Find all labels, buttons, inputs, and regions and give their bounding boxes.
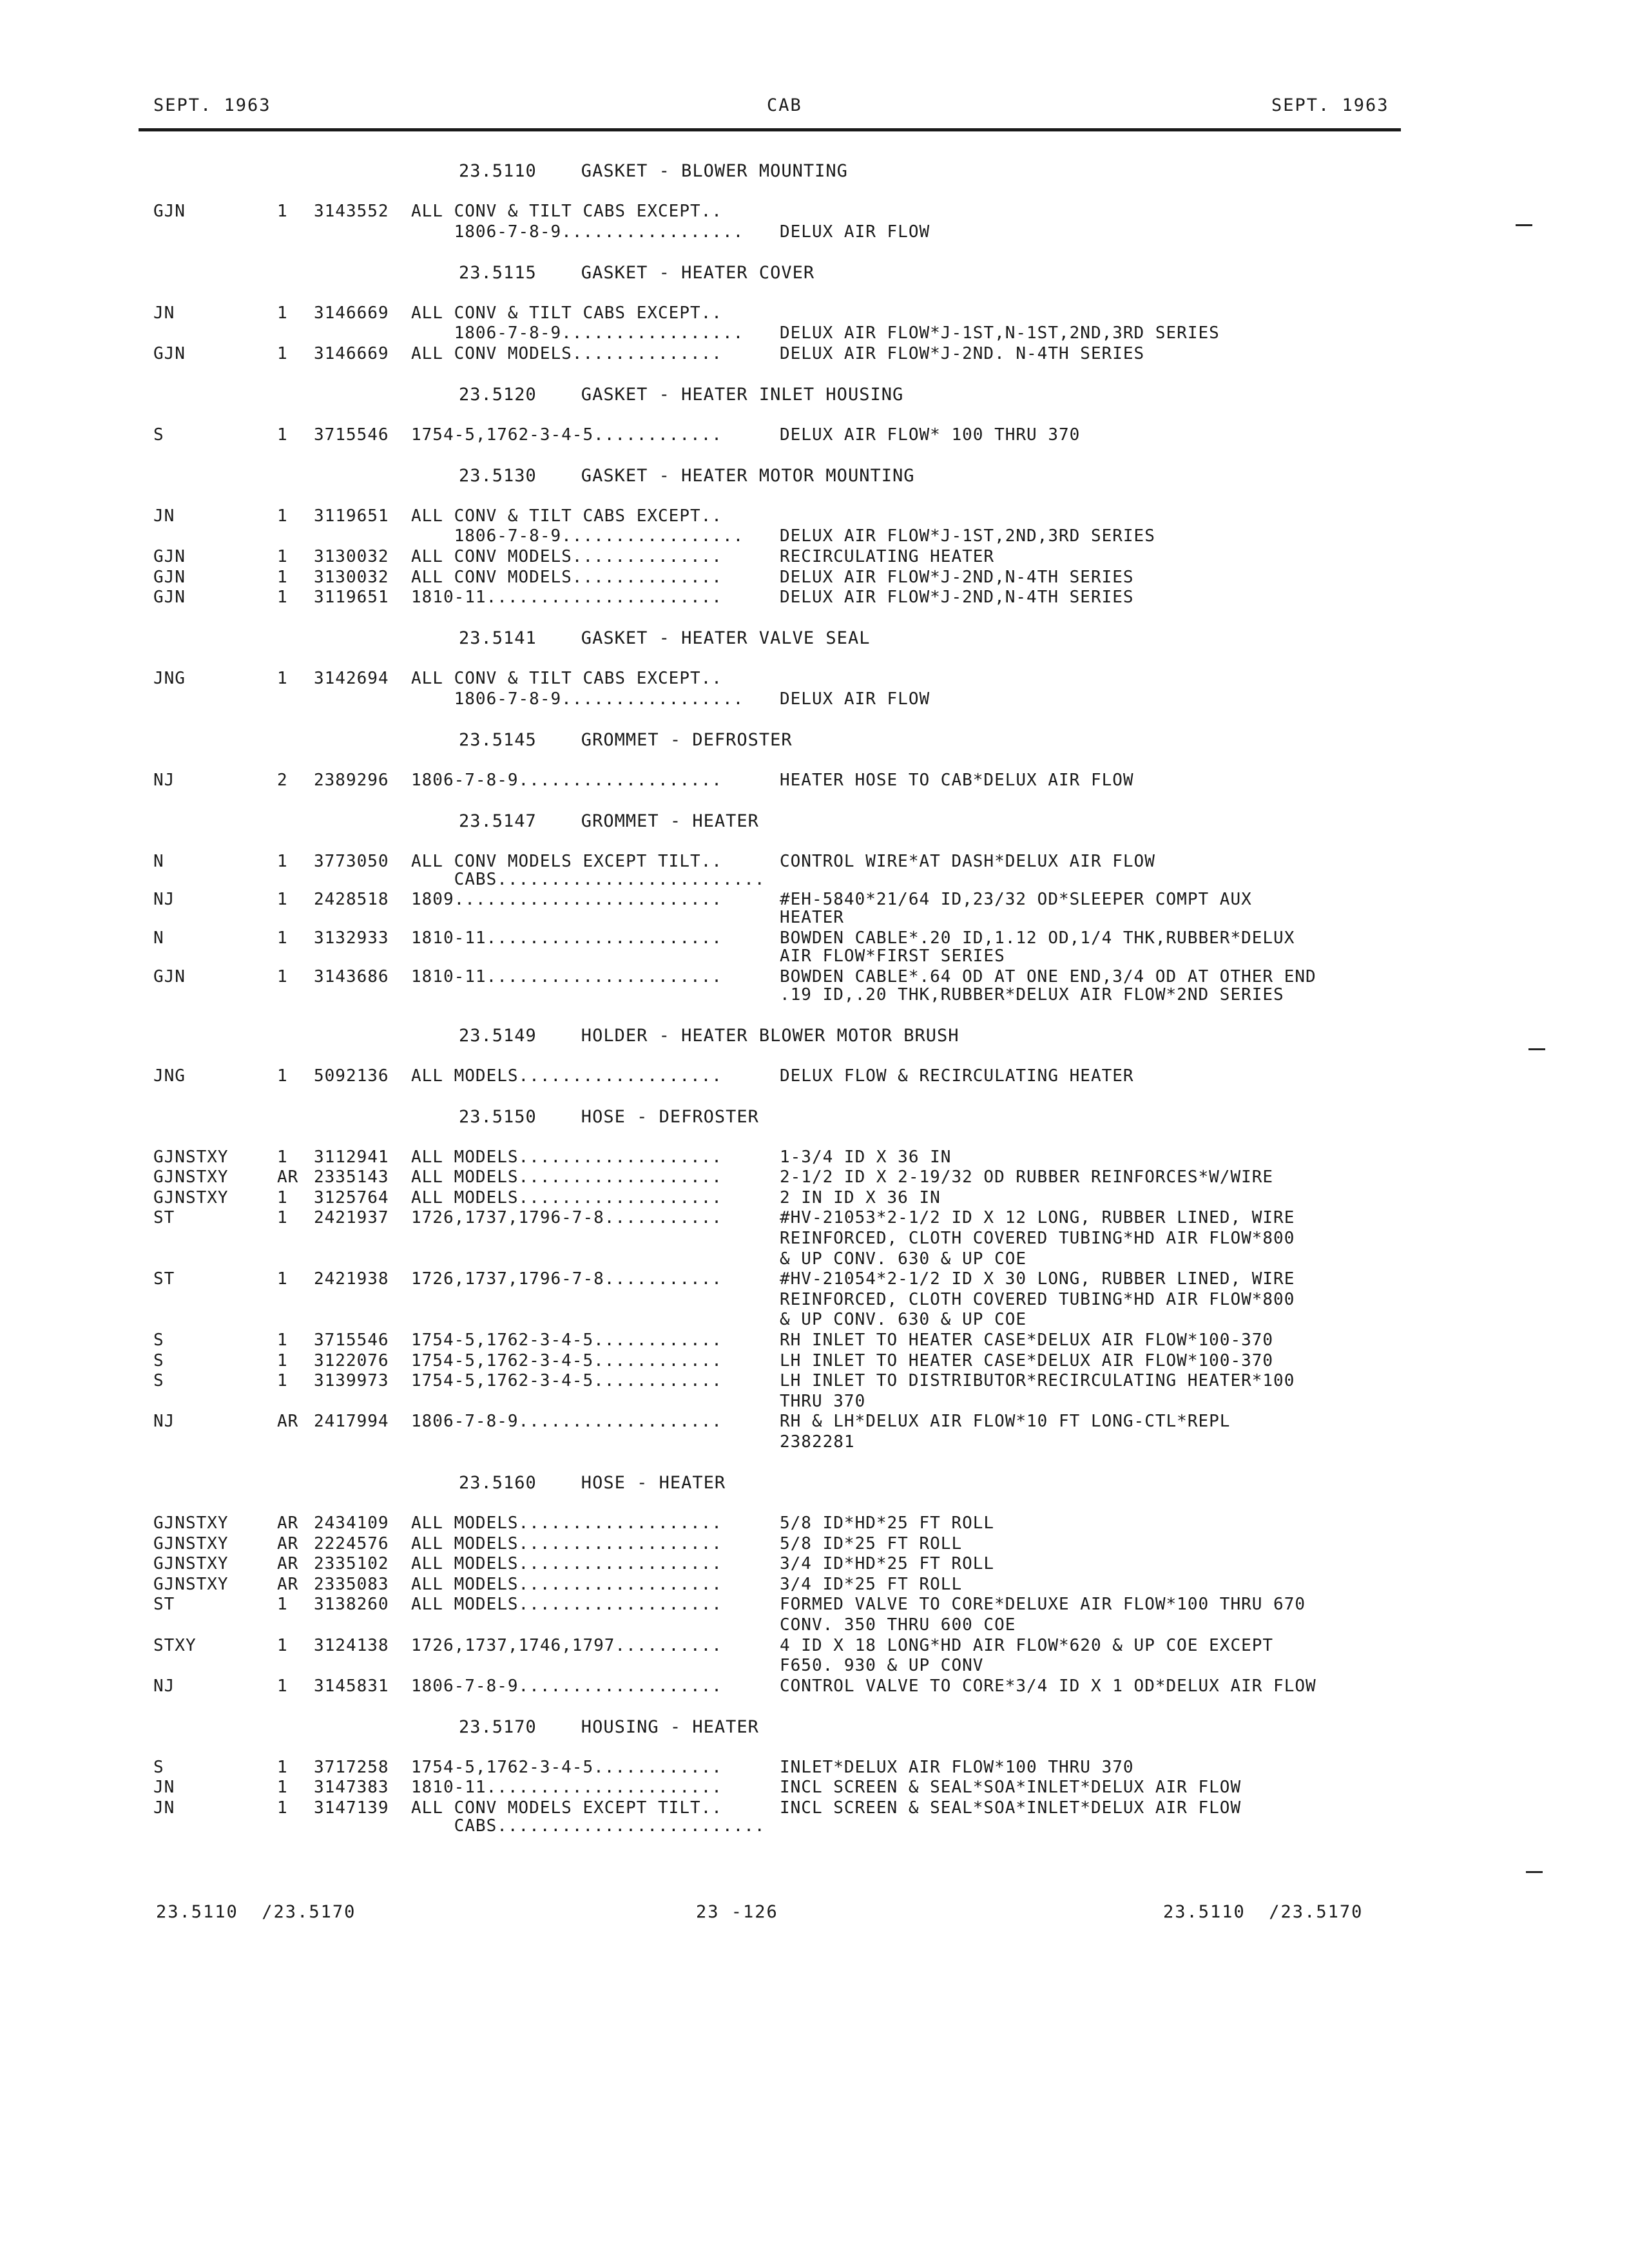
model-code: NJ (153, 770, 175, 790)
application: ALL CONV MODELS EXCEPT TILT.. (411, 851, 722, 871)
application: 1754-5,1762-3-4-5............ (411, 1757, 722, 1777)
application: 1806-7-8-9................... (411, 770, 722, 790)
quantity: 1 (277, 1757, 288, 1777)
part-number: 3119651 (314, 588, 389, 608)
quantity: 1 (277, 1208, 288, 1228)
header-date-right: SEPT. 1963 (1271, 95, 1389, 115)
description: 2382281 (780, 1432, 855, 1452)
description: DELUX AIR FLOW*J-2ND. N-4TH SERIES (780, 343, 1145, 363)
description: 5/8 ID*HD*25 FT ROLL (780, 1514, 995, 1533)
application: ALL MODELS................... (411, 1147, 722, 1167)
application: ALL CONV & TILT CABS EXCEPT.. (411, 669, 722, 689)
part-number: 3112941 (314, 1147, 389, 1167)
header-section-title: CAB (767, 95, 802, 115)
quantity: AR (277, 1574, 299, 1594)
quantity: 1 (277, 966, 288, 986)
model-code: ST (153, 1595, 175, 1615)
part-number: 3715546 (314, 425, 389, 445)
part-number: 3715546 (314, 1331, 389, 1350)
application: 1754-5,1762-3-4-5............ (411, 425, 722, 445)
application: 1754-5,1762-3-4-5............ (411, 1331, 722, 1350)
description: CONV. 350 THRU 600 COE (780, 1615, 1016, 1635)
description: #HV-21053*2-1/2 ID X 12 LONG, RUBBER LINED, WIRE (780, 1208, 1295, 1228)
part-number: 3146669 (314, 303, 389, 323)
margin-mark (1526, 1871, 1543, 1873)
model-code: NJ (153, 890, 175, 910)
model-code: GJNSTXY (153, 1554, 229, 1574)
description: 3/4 ID*25 FT ROLL (780, 1574, 963, 1594)
quantity: 1 (277, 1676, 288, 1696)
application: 1809......................... (411, 890, 722, 910)
part-number: 3130032 (314, 567, 389, 587)
description: & UP CONV. 630 & UP COE (780, 1310, 1027, 1330)
description: #HV-21054*2-1/2 ID X 30 LONG, RUBBER LINED, WIRE (780, 1269, 1295, 1289)
application: 1806-7-8-9................. (411, 526, 744, 546)
model-code: GJNSTXY (153, 1533, 229, 1553)
model-code: GJNSTXY (153, 1514, 229, 1533)
quantity: AR (277, 1514, 299, 1533)
section-heading: 23.5110 GASKET - BLOWER MOUNTING (459, 161, 848, 181)
application: 1726,1737,1746,1797.......... (411, 1635, 722, 1655)
description: RH INLET TO HEATER CASE*DELUX AIR FLOW*100-370 (780, 1331, 1274, 1350)
part-number: 3119651 (314, 506, 389, 526)
application: ALL CONV MODELS.............. (411, 343, 722, 363)
model-code: JN (153, 506, 175, 526)
application: 1806-7-8-9................. (411, 323, 744, 343)
quantity: 1 (277, 1778, 288, 1798)
description: INCL SCREEN & SEAL*SOA*INLET*DELUX AIR FLOW (780, 1778, 1242, 1798)
description: LH INLET TO HEATER CASE*DELUX AIR FLOW*100-370 (780, 1350, 1274, 1370)
application: ALL MODELS................... (411, 1187, 722, 1207)
quantity: 1 (277, 928, 288, 948)
section-heading: 23.5120 GASKET - HEATER INLET HOUSING (459, 384, 904, 405)
model-code: GJNSTXY (153, 1574, 229, 1594)
quantity: AR (277, 1168, 299, 1187)
part-number: 3130032 (314, 547, 389, 566)
quantity: 1 (277, 851, 288, 871)
quantity: AR (277, 1554, 299, 1574)
application: 1810-11...................... (411, 928, 722, 948)
part-number: 3143686 (314, 966, 389, 986)
application: ALL MODELS................... (411, 1533, 722, 1553)
description: DELUX AIR FLOW* 100 THRU 370 (780, 425, 1081, 445)
model-code: JN (153, 303, 175, 323)
application: 1754-5,1762-3-4-5............ (411, 1350, 722, 1370)
margin-mark (1516, 224, 1532, 226)
application: ALL MODELS................... (411, 1595, 722, 1615)
description: DELUX AIR FLOW (780, 689, 930, 709)
header-rule (139, 128, 1401, 131)
part-number: 2421938 (314, 1269, 389, 1289)
section-heading: 23.5160 HOSE - HEATER (459, 1473, 726, 1493)
model-code: JN (153, 1798, 175, 1818)
description: THRU 370 (780, 1391, 866, 1411)
part-number: 3132933 (314, 928, 389, 948)
quantity: AR (277, 1412, 299, 1432)
model-code: S (153, 1757, 164, 1777)
model-code: ST (153, 1208, 175, 1228)
quantity: 1 (277, 303, 288, 323)
part-number: 2428518 (314, 890, 389, 910)
model-code: ST (153, 1269, 175, 1289)
part-number: 3717258 (314, 1757, 389, 1777)
application: 1810-11...................... (411, 1778, 722, 1798)
application: ALL CONV MODELS EXCEPT TILT.. (411, 1798, 722, 1818)
section-heading: 23.5170 HOUSING - HEATER (459, 1716, 759, 1737)
description: DELUX AIR FLOW*J-2ND,N-4TH SERIES (780, 588, 1134, 608)
section-heading: 23.5130 GASKET - HEATER MOTOR MOUNTING (459, 465, 915, 486)
application: ALL MODELS................... (411, 1168, 722, 1187)
description: REINFORCED, CLOTH COVERED TUBING*HD AIR FLOW*800 (780, 1289, 1295, 1309)
quantity: 1 (277, 343, 288, 363)
quantity: 1 (277, 425, 288, 445)
description: HEATER (780, 908, 844, 928)
part-number: 3122076 (314, 1350, 389, 1370)
description: RECIRCULATING HEATER (780, 547, 995, 566)
description: RH & LH*DELUX AIR FLOW*10 FT LONG-CTL*REPL (780, 1412, 1231, 1432)
description: 3/4 ID*HD*25 FT ROLL (780, 1554, 995, 1574)
part-number: 3147383 (314, 1778, 389, 1798)
part-number: 3138260 (314, 1595, 389, 1615)
application: ALL CONV & TILT CABS EXCEPT.. (411, 506, 722, 526)
part-number: 2434109 (314, 1514, 389, 1533)
quantity: 1 (277, 202, 288, 221)
model-code: GJN (153, 966, 186, 986)
model-code: JNG (153, 669, 186, 689)
model-code: STXY (153, 1635, 197, 1655)
part-number: 2417994 (314, 1412, 389, 1432)
application: 1810-11...................... (411, 588, 722, 608)
footer-range-right: 23.5110 /23.5170 (1163, 1902, 1364, 1922)
model-code: JN (153, 1778, 175, 1798)
quantity: 1 (277, 1066, 288, 1086)
part-number: 3146669 (314, 343, 389, 363)
model-code: N (153, 928, 164, 948)
application: CABS......................... (411, 1816, 766, 1836)
model-code: S (153, 1331, 164, 1350)
part-number: 3773050 (314, 851, 389, 871)
part-number: 2224576 (314, 1533, 389, 1553)
model-code: GJN (153, 547, 186, 566)
application: 1806-7-8-9................. (411, 222, 744, 242)
quantity: 1 (277, 588, 288, 608)
quantity: 1 (277, 1595, 288, 1615)
quantity: 1 (277, 1269, 288, 1289)
description: #EH-5840*21/64 ID,23/32 OD*SLEEPER COMPT AUX (780, 890, 1252, 910)
application: ALL MODELS................... (411, 1066, 722, 1086)
part-number: 3145831 (314, 1676, 389, 1696)
description: DELUX AIR FLOW (780, 222, 930, 242)
part-number: 5092136 (314, 1066, 389, 1086)
model-code: N (153, 851, 164, 871)
quantity: 1 (277, 1635, 288, 1655)
description: DELUX AIR FLOW*J-2ND,N-4TH SERIES (780, 567, 1134, 587)
description: BOWDEN CABLE*.20 ID,1.12 OD,1/4 THK,RUBBER*DELUX (780, 928, 1295, 948)
application: 1754-5,1762-3-4-5............ (411, 1371, 722, 1391)
quantity: 1 (277, 506, 288, 526)
model-code: GJN (153, 343, 186, 363)
quantity: 1 (277, 1798, 288, 1818)
part-number: 3147139 (314, 1798, 389, 1818)
description: F650. 930 & UP CONV (780, 1656, 984, 1676)
part-number: 2389296 (314, 770, 389, 790)
header-date-left: SEPT. 1963 (153, 95, 271, 115)
application: ALL CONV & TILT CABS EXCEPT.. (411, 303, 722, 323)
model-code: GJN (153, 567, 186, 587)
model-code: NJ (153, 1412, 175, 1432)
quantity: AR (277, 1533, 299, 1553)
description: CONTROL WIRE*AT DASH*DELUX AIR FLOW (780, 851, 1155, 871)
model-code: GJNSTXY (153, 1187, 229, 1207)
part-number: 3142694 (314, 669, 389, 689)
section-heading: 23.5150 HOSE - DEFROSTER (459, 1106, 759, 1127)
quantity: 1 (277, 1371, 288, 1391)
model-code: S (153, 1371, 164, 1391)
part-number: 2335102 (314, 1554, 389, 1574)
part-number: 2335143 (314, 1168, 389, 1187)
description: 4 ID X 18 LONG*HD AIR FLOW*620 & UP COE EXCEPT (780, 1635, 1274, 1655)
description: .19 ID,.20 THK,RUBBER*DELUX AIR FLOW*2ND SERIES (780, 985, 1284, 1004)
description: HEATER HOSE TO CAB*DELUX AIR FLOW (780, 770, 1134, 790)
model-code: GJNSTXY (153, 1147, 229, 1167)
model-code: NJ (153, 1676, 175, 1696)
description: 5/8 ID*25 FT ROLL (780, 1533, 963, 1553)
part-number: 3139973 (314, 1371, 389, 1391)
application: 1806-7-8-9................... (411, 1676, 722, 1696)
application: 1726,1737,1796-7-8........... (411, 1208, 722, 1228)
model-code: GJN (153, 588, 186, 608)
margin-mark (1528, 1048, 1545, 1050)
application: 1806-7-8-9................. (411, 689, 744, 709)
footer-range-left: 23.5110 /23.5170 (156, 1902, 356, 1922)
description: DELUX FLOW & RECIRCULATING HEATER (780, 1066, 1134, 1086)
quantity: 1 (277, 547, 288, 566)
application: ALL MODELS................... (411, 1554, 722, 1574)
section-heading: 23.5141 GASKET - HEATER VALVE SEAL (459, 628, 871, 649)
quantity: 1 (277, 669, 288, 689)
quantity: 1 (277, 1350, 288, 1370)
quantity: 1 (277, 1187, 288, 1207)
description: 2-1/2 ID X 2-19/32 OD RUBBER REINFORCES*W/WIRE (780, 1168, 1274, 1187)
quantity: 2 (277, 770, 288, 790)
application: ALL CONV MODELS.............. (411, 567, 722, 587)
description: 1-3/4 ID X 36 IN (780, 1147, 952, 1167)
description: LH INLET TO DISTRIBUTOR*RECIRCULATING HEATER*100 (780, 1371, 1295, 1391)
description: DELUX AIR FLOW*J-1ST,N-1ST,2ND,3RD SERIES (780, 323, 1220, 343)
application: ALL MODELS................... (411, 1514, 722, 1533)
quantity: 1 (277, 1331, 288, 1350)
application: ALL CONV MODELS.............. (411, 547, 722, 566)
application: 1810-11...................... (411, 966, 722, 986)
application: ALL CONV & TILT CABS EXCEPT.. (411, 202, 722, 221)
description: FORMED VALVE TO CORE*DELUXE AIR FLOW*100 THRU 670 (780, 1595, 1306, 1615)
section-heading: 23.5147 GROMMET - HEATER (459, 811, 759, 831)
application: ALL MODELS................... (411, 1574, 722, 1594)
description: 2 IN ID X 36 IN (780, 1187, 941, 1207)
section-heading: 23.5145 GROMMET - DEFROSTER (459, 729, 793, 750)
model-code: GJN (153, 202, 186, 221)
model-code: S (153, 425, 164, 445)
description: DELUX AIR FLOW*J-1ST,2ND,3RD SERIES (780, 526, 1155, 546)
part-number: 3125764 (314, 1187, 389, 1207)
section-heading: 23.5149 HOLDER - HEATER BLOWER MOTOR BRUSH (459, 1025, 959, 1046)
description: BOWDEN CABLE*.64 OD AT ONE END,3/4 OD AT OTHER END (780, 966, 1316, 986)
application: CABS......................... (411, 869, 766, 889)
description: AIR FLOW*FIRST SERIES (780, 947, 1005, 966)
part-number: 3143552 (314, 202, 389, 221)
description: INLET*DELUX AIR FLOW*100 THRU 370 (780, 1757, 1134, 1777)
model-code: JNG (153, 1066, 186, 1086)
part-number: 2421937 (314, 1208, 389, 1228)
application: 1806-7-8-9................... (411, 1412, 722, 1432)
description: REINFORCED, CLOTH COVERED TUBING*HD AIR FLOW*800 (780, 1229, 1295, 1248)
description: & UP CONV. 630 & UP COE (780, 1249, 1027, 1269)
quantity: 1 (277, 1147, 288, 1167)
description: CONTROL VALVE TO CORE*3/4 ID X 1 OD*DELUX AIR FLOW (780, 1676, 1316, 1696)
quantity: 1 (277, 890, 288, 910)
quantity: 1 (277, 567, 288, 587)
part-number: 2335083 (314, 1574, 389, 1594)
description: INCL SCREEN & SEAL*SOA*INLET*DELUX AIR FLOW (780, 1798, 1242, 1818)
footer-page-number: 23 -126 (696, 1902, 778, 1922)
section-heading: 23.5115 GASKET - HEATER COVER (459, 262, 815, 283)
application: 1726,1737,1796-7-8........... (411, 1269, 722, 1289)
model-code: S (153, 1350, 164, 1370)
model-code: GJNSTXY (153, 1168, 229, 1187)
part-number: 3124138 (314, 1635, 389, 1655)
